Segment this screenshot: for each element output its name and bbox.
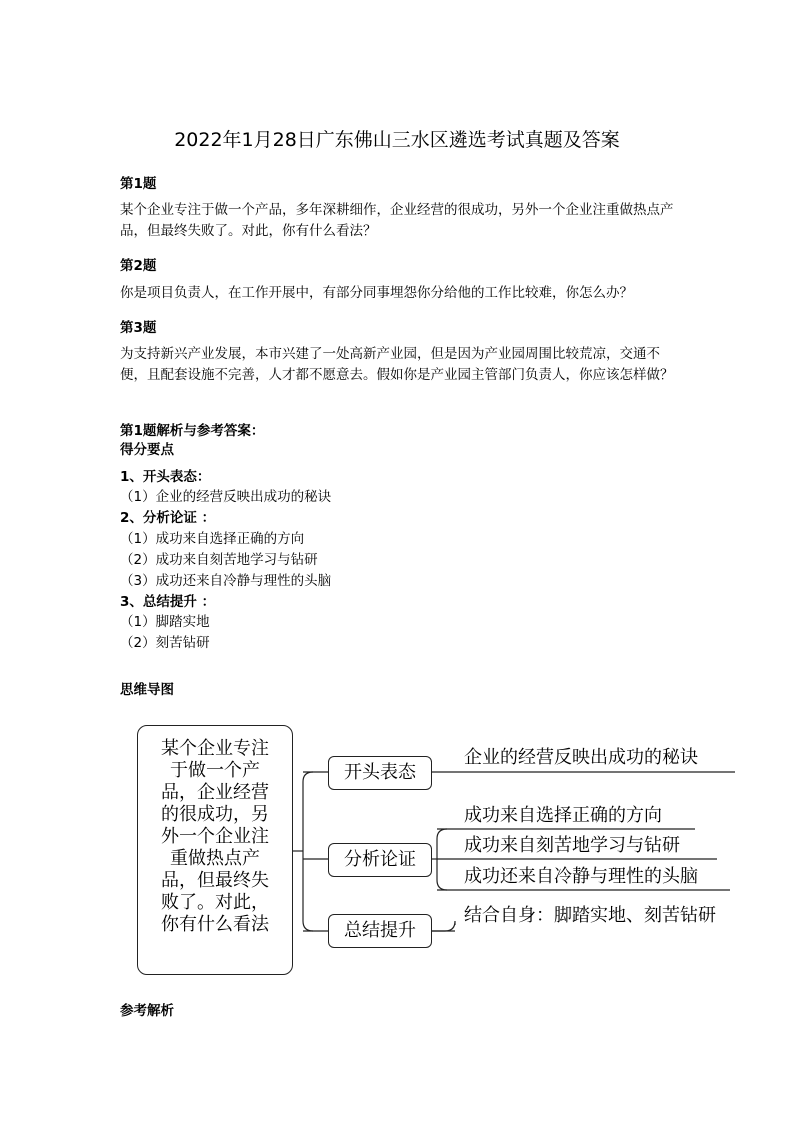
analysis-heading: 第1题解析与参考答案： <box>120 423 265 439</box>
mindmap-node-opening: 开头表态 <box>328 756 432 790</box>
reference-analysis-heading: 参考解析 <box>120 1003 174 1019</box>
question-3-text: 为支持新兴产业发展，本市兴建了一处高新产业园，但是因为产业园周围比较荒凉，交通不便，且配套设施不完善，人才都不愿意去。假如你是产业园主管部门负责人，你应该怎样做？ <box>120 346 674 383</box>
question-2-text: 你是项目负责人，在工作开展中，有部分同事埋怨你分给他的工作比较难，你怎么办？ <box>120 285 633 301</box>
question-2-heading: 第2题 <box>120 258 157 274</box>
mindmap-leaf-opening-1: 企业的经营反映出成功的秘诀 <box>464 747 698 768</box>
point-3-heading: 3、总结提升 ： <box>120 594 216 610</box>
point-1-item-1: （1）企业的经营反映出成功的秘诀 <box>120 489 332 505</box>
mindmap-heading: 思维导图 <box>120 682 174 698</box>
point-2-item-2: （2）成功来自刻苦地学习与钻研 <box>120 552 318 568</box>
point-2-item-1: （1）成功来自选择正确的方向 <box>120 531 305 547</box>
question-1-text: 某个企业专注于做一个产品，多年深耕细作，企业经营的很成功，另外一个企业注重做热点产品，但最终失败了。对此，你有什么看法？ <box>120 202 674 239</box>
analysis-subheading: 得分要点 <box>120 442 174 458</box>
mindmap-leaf-analysis-1: 成功来自选择正确的方向 <box>464 805 662 826</box>
mindmap-node-summary: 总结提升 <box>328 914 432 948</box>
question-3-heading: 第3题 <box>120 320 157 336</box>
point-2-item-3: （3）成功还来自冷静与理性的头脑 <box>120 573 332 589</box>
mindmap-leaf-analysis-2: 成功来自刻苦地学习与钻研 <box>464 835 680 856</box>
point-2-heading: 2、分析论证 ： <box>120 510 216 526</box>
page-title: 2022年1月28日广东佛山三水区遴选考试真题及答案 <box>174 129 620 151</box>
mindmap-leaf-summary-1: 结合自身：脚踏实地、刻苦钻研 <box>464 905 716 926</box>
point-3-item-1: （1）脚踏实地 <box>120 614 210 630</box>
point-3-item-2: （2）刻苦钻研 <box>120 635 210 651</box>
mindmap-node-analysis: 分析论证 <box>328 843 432 877</box>
point-1-heading: 1、开头表态： <box>120 469 211 485</box>
mindmap-root-node: 某个企业专注于做一个产品，企业经营的很成功，另外一个企业注重做热点产品，但最终失败了。对此，你有什么看法 <box>137 725 293 975</box>
mindmap-leaf-analysis-3: 成功还来自冷静与理性的头脑 <box>464 866 698 887</box>
question-1-heading: 第1题 <box>120 176 157 192</box>
